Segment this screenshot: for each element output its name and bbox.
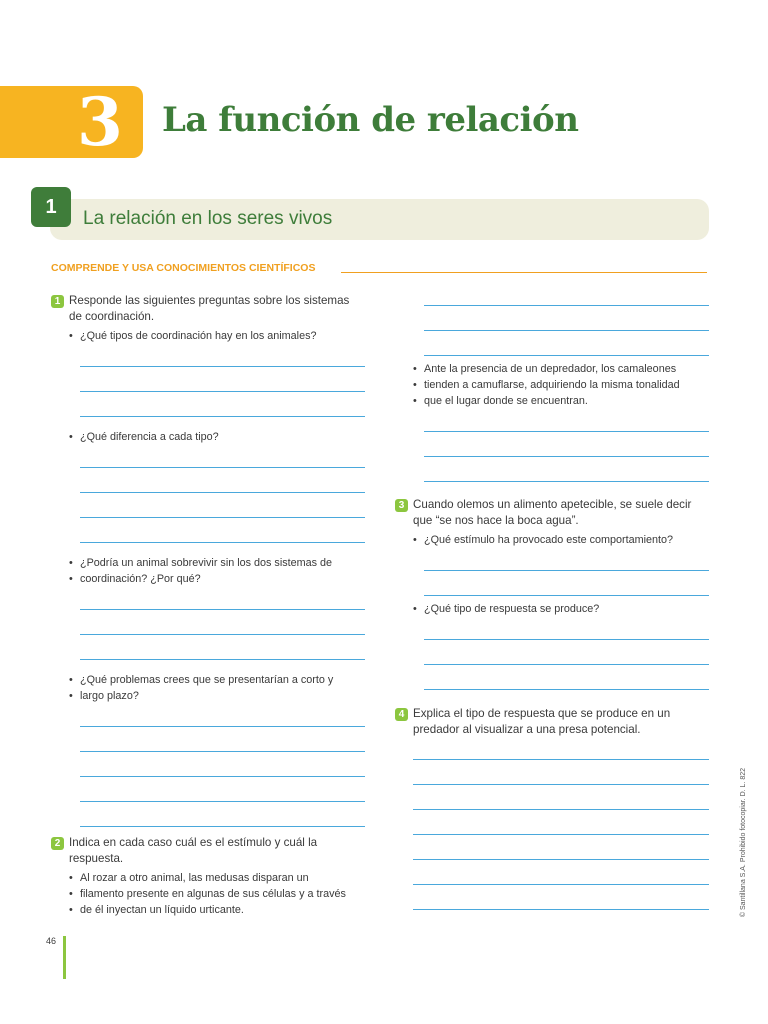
answer-line[interactable] [80, 492, 365, 493]
answer-line[interactable] [80, 726, 365, 727]
answer-line[interactable] [424, 664, 709, 665]
question-1-bullet-4-line-1: • ¿Qué problemas crees que se presentarían a corto y [80, 672, 333, 688]
unit-number: 3 [77, 83, 123, 161]
answer-line[interactable] [424, 639, 709, 640]
answer-line[interactable] [80, 826, 365, 827]
question-2-bullet-2-line-3: • que el lugar donde se encuentran. [424, 393, 588, 409]
question-2-bullet-2-line-2: • tienden a camuflarse, adquiriendo la misma tonalidad [424, 377, 680, 393]
question-3-text-line-1: Cuando olemos un alimento apetecible, se suele decir [413, 498, 692, 511]
question-1-bullet-1: • ¿Qué tipos de coordinación hay en los animales? [80, 328, 316, 344]
answer-line[interactable] [80, 416, 365, 417]
question-2-text-line-2: respuesta. [69, 852, 124, 865]
question-2-bullet-2-line-1: • Ante la presencia de un depredador, los camaleones [424, 361, 676, 377]
answer-line[interactable] [413, 759, 709, 760]
answer-line[interactable] [80, 659, 365, 660]
question-4-text-line-1: Explica el tipo de respuesta que se produce en un [413, 707, 671, 720]
page-number: 46 [46, 936, 57, 946]
answer-line[interactable] [80, 542, 365, 543]
question-1-bullet-3-line-1: • ¿Podría un animal sobrevivir sin los dos sistemas de [80, 555, 332, 571]
answer-line[interactable] [424, 330, 709, 331]
question-3-badge: 3 [395, 499, 408, 512]
question-4-text-line-2: predador al visualizar a una presa potencial. [413, 723, 641, 736]
copyright-notice: © Santillana S.A. Prohibido fotocopiar. D. L. 822 [740, 768, 747, 918]
answer-line[interactable] [413, 859, 709, 860]
question-2-text-line-1: Indica en cada caso cuál es el estímulo y cuál la [69, 836, 318, 849]
answer-line[interactable] [80, 517, 365, 518]
question-1-bullet-2: • ¿Qué diferencia a cada tipo? [80, 429, 219, 445]
answer-line[interactable] [80, 366, 365, 367]
answer-line[interactable] [413, 909, 709, 910]
answer-line[interactable] [424, 570, 709, 571]
question-1-bullet-3-line-2: • coordinación? ¿Por qué? [80, 571, 201, 587]
answer-line[interactable] [424, 431, 709, 432]
answer-line[interactable] [424, 595, 709, 596]
question-2-bullet-1-line-3: • de él inyectan un líquido urticante. [80, 902, 244, 918]
answer-line[interactable] [413, 784, 709, 785]
answer-line[interactable] [424, 481, 709, 482]
question-3-bullet-2: • ¿Qué tipo de respuesta se produce? [424, 601, 599, 617]
answer-line[interactable] [424, 456, 709, 457]
answer-line[interactable] [413, 834, 709, 835]
section-number-badge: 1 [31, 187, 71, 227]
answer-line[interactable] [424, 305, 709, 306]
answer-line[interactable] [80, 751, 365, 752]
answer-line[interactable] [424, 355, 709, 356]
competence-heading: COMPRENDE Y USA CONOCIMIENTOS CIENTÍFICOS [51, 262, 316, 274]
unit-number-tab [0, 83, 143, 161]
question-3-bullet-1: • ¿Qué estímulo ha provocado este comportamiento? [424, 532, 673, 548]
question-2-badge: 2 [51, 837, 64, 850]
question-3-text-line-2: que “se nos hace la boca agua”. [413, 514, 579, 527]
answer-line[interactable] [80, 467, 365, 468]
section-title: La relación en los seres vivos [83, 208, 333, 229]
answer-line[interactable] [80, 776, 365, 777]
answer-line[interactable] [424, 689, 709, 690]
competence-divider [341, 272, 707, 273]
answer-line[interactable] [80, 801, 365, 802]
unit-title: La función de relación [162, 100, 579, 140]
answer-line[interactable] [413, 884, 709, 885]
question-1-text-line-1: Responde las siguientes preguntas sobre los sistemas [69, 294, 350, 307]
question-1-badge: 1 [51, 295, 64, 308]
question-1-bullet-4-line-2: • largo plazo? [80, 688, 139, 704]
answer-line[interactable] [80, 391, 365, 392]
question-4-badge: 4 [395, 708, 408, 721]
answer-line[interactable] [413, 809, 709, 810]
question-1-text-line-2: de coordinación. [69, 310, 155, 323]
question-2-bullet-1-line-2: • filamento presente en algunas de sus células y a través [80, 886, 346, 902]
answer-line[interactable] [80, 634, 365, 635]
answer-line[interactable] [80, 609, 365, 610]
question-2-bullet-1-line-1: • Al rozar a otro animal, las medusas disparan un [80, 870, 309, 886]
page-number-rule [63, 936, 66, 979]
